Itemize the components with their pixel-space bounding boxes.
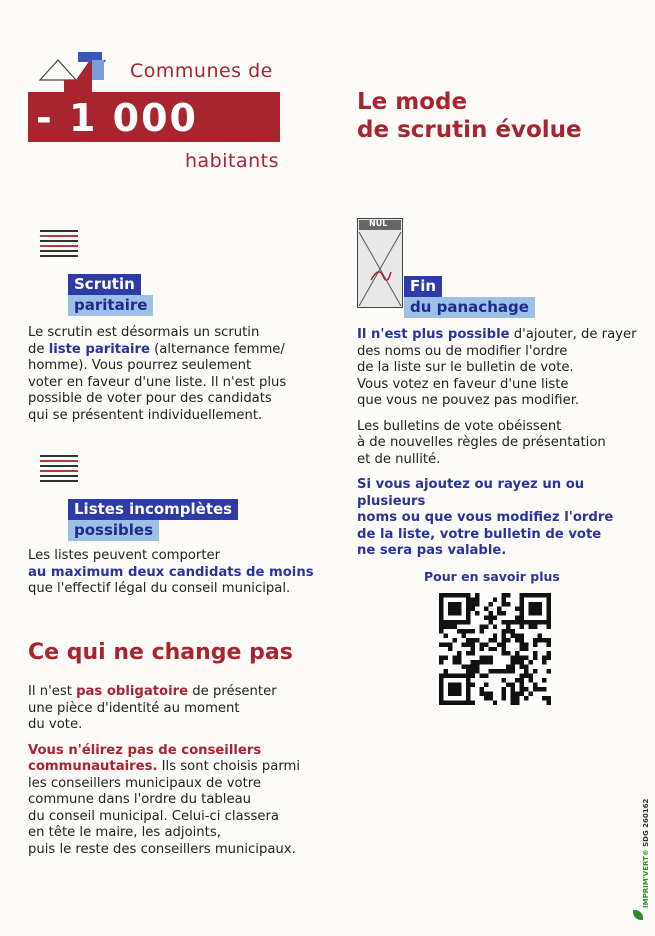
stripes-icon (40, 455, 78, 485)
page-title: Le mode de scrutin évolue (357, 89, 582, 143)
panachage-badge: Fin du panachage (404, 276, 535, 318)
stripes-icon (40, 230, 78, 260)
learn-more-link[interactable]: Pour en savoir plus (424, 569, 560, 584)
big-number: - 1 000 (36, 96, 198, 140)
unchanged-text: Il n'est pas obligatoire de présenter une pièce d'identité au moment du vote. Vous n'élirez pas de conseillers communautaires. Ils sont choisis parmi les conseillers municipaux de votre commune dans l'ordre du tableau du conseil municipal. Celui-ci classera en tête le maire, les adjoints, puis le reste des conseillers municipaux. (28, 684, 301, 857)
imprim-vert-logo: IMPRIM'VERT® SDG 260162 (642, 798, 650, 908)
scrutin-badge: Scrutin paritaire (68, 274, 153, 316)
ballot-icon (357, 218, 403, 308)
listes-badge: Listes incomplètes possibles (68, 499, 238, 541)
listes-text: Les listes peuvent comporter au maximum deux candidats de moins que l'effectif légal du conseil municipal. (28, 548, 314, 596)
qr-code[interactable] (439, 593, 551, 705)
communes-de-text: Communes de (130, 60, 273, 82)
panachage-text: Il n'est plus possible d'ajouter, de rayer des noms ou de modifier l'ordre de la liste sur le bulletin de vote. Vous votez en faveur d'une liste que vous ne pouvez pas modifier. Les bulletins de vote obéissent à de nouvelles règles de présentation et de nullité. Si vous ajoutez ou rayez un ou plusieurs noms ou que vous modifiez l'ordre de la liste, votre bulletin de vote ne sera pas valable. (357, 327, 637, 558)
ballot-label: NUL (369, 219, 388, 228)
habitants-text: habitants (185, 150, 280, 172)
unchanged-heading: Ce qui ne change pas (28, 640, 293, 665)
scrutin-text: Le scrutin est désormais un scrutin de liste paritaire (alternance femme/ homme). Vous pourrez seulement voter en faveur d'une liste. Il n'est plus possible de voter pour des candidats qui se présentent individuellement. (28, 325, 287, 423)
leaf-icon (633, 910, 643, 920)
